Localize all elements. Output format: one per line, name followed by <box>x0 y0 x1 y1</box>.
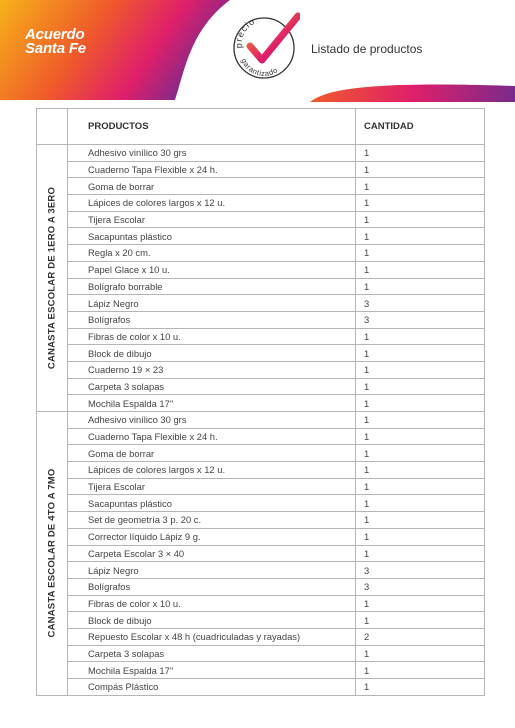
page-title: Listado de productos <box>311 42 423 56</box>
table-row <box>37 361 485 378</box>
table-row <box>37 161 485 178</box>
quantity-cell: 1 <box>356 445 485 462</box>
table-row <box>37 311 485 328</box>
table-row <box>37 612 485 629</box>
quantity-cell: 1 <box>356 412 485 429</box>
product-cell: Mochila Espalda 17'' <box>68 662 356 679</box>
quantity-cell: 2 <box>356 628 485 645</box>
product-cell: Bolígrafos <box>68 311 356 328</box>
product-cell: Cuaderno 19 × 23 <box>68 361 356 378</box>
product-cell: Repuesto Escolar x 48 h (cuadriculadas y rayadas) <box>68 628 356 645</box>
table-row <box>37 562 485 579</box>
table-row <box>37 228 485 245</box>
table-row <box>37 345 485 362</box>
table-row <box>37 445 485 462</box>
table-row <box>37 495 485 512</box>
product-cell: Block de dibujo <box>68 612 356 629</box>
group-header-cell <box>37 109 68 145</box>
quantity-cell: 1 <box>356 428 485 445</box>
group-label-cell <box>37 412 68 696</box>
table-row <box>37 595 485 612</box>
quantity-cell: 3 <box>356 578 485 595</box>
product-cell: Regla x 20 cm. <box>68 245 356 262</box>
group-label-cell <box>37 145 68 412</box>
table-row <box>37 378 485 395</box>
table-row <box>37 261 485 278</box>
table-row <box>37 245 485 262</box>
quantity-cell: 1 <box>356 378 485 395</box>
product-cell: Lápices de colores largos x 12 u. <box>68 195 356 212</box>
quantity-cell: 1 <box>356 195 485 212</box>
quantity-cell: 1 <box>356 145 485 162</box>
quantity-cell: 1 <box>356 228 485 245</box>
product-cell: Carpeta 3 solapas <box>68 645 356 662</box>
quantity-cell: 1 <box>356 662 485 679</box>
logo-line-1: Acuerdo <box>25 26 85 43</box>
quantity-cell: 3 <box>356 311 485 328</box>
quantity-cell: 1 <box>356 528 485 545</box>
logo-line-2: Santa Fe <box>25 40 86 57</box>
product-cell: Adhesivo vinílico 30 grs <box>68 145 356 162</box>
product-cell: Sacapuntas plástico <box>68 228 356 245</box>
product-cell: Bolígrafos <box>68 578 356 595</box>
product-cell: Fibras de color x 10 u. <box>68 328 356 345</box>
product-cell: Compás Plástico <box>68 679 356 696</box>
seal-bottom-text: garantizado <box>239 56 280 79</box>
seal-top-text: precio <box>233 16 257 49</box>
quantity-cell: 1 <box>356 361 485 378</box>
quantity-cell: 1 <box>356 595 485 612</box>
quantity-cell: 1 <box>356 261 485 278</box>
table-row <box>37 512 485 529</box>
quantity-cell: 1 <box>356 495 485 512</box>
table-row <box>37 645 485 662</box>
quantity-cell: 1 <box>356 328 485 345</box>
product-cell: Cuaderno Tapa Flexible x 24 h. <box>68 428 356 445</box>
quantity-cell: 1 <box>356 211 485 228</box>
quantity-cell: 1 <box>356 278 485 295</box>
product-cell: Corrector líquido Lápiz 9 g. <box>68 528 356 545</box>
quantity-cell: 1 <box>356 245 485 262</box>
table-row <box>37 295 485 312</box>
table-row <box>37 278 485 295</box>
quantity-cell: 1 <box>356 512 485 529</box>
product-cell: Goma de borrar <box>68 178 356 195</box>
brand-logo <box>25 28 86 56</box>
quantity-cell: 1 <box>356 462 485 479</box>
product-cell: Tijera Escolar <box>68 211 356 228</box>
product-cell: Papel Glace x 10 u. <box>68 261 356 278</box>
product-cell: Cuaderno Tapa Flexible x 24 h. <box>68 161 356 178</box>
product-cell: Fibras de color x 10 u. <box>68 595 356 612</box>
product-cell: Bolígrafo borrable <box>68 278 356 295</box>
product-cell: Mochila Espalda 17'' <box>68 395 356 412</box>
table-body <box>37 145 485 696</box>
product-cell: Tijera Escolar <box>68 478 356 495</box>
products-table <box>36 108 485 696</box>
table-row <box>37 195 485 212</box>
table-row <box>37 679 485 696</box>
quantity-column-header: CANTIDAD <box>356 109 485 145</box>
table-row <box>37 428 485 445</box>
table-row <box>37 528 485 545</box>
quantity-cell: 1 <box>356 679 485 696</box>
precio-garantizado-seal-icon <box>228 10 300 82</box>
table-row <box>37 578 485 595</box>
table-row <box>37 328 485 345</box>
quantity-cell: 3 <box>356 295 485 312</box>
quantity-cell: 3 <box>356 562 485 579</box>
quantity-cell: 1 <box>356 612 485 629</box>
product-cell: Carpeta Escolar 3 × 40 <box>68 545 356 562</box>
quantity-cell: 1 <box>356 178 485 195</box>
page-header <box>0 0 515 100</box>
product-cell: Adhesivo vinílico 30 grs <box>68 412 356 429</box>
table-row <box>37 412 485 429</box>
decorative-swoosh <box>300 80 515 102</box>
quantity-cell: 1 <box>356 395 485 412</box>
product-cell: Goma de borrar <box>68 445 356 462</box>
quantity-cell: 1 <box>356 161 485 178</box>
quantity-cell: 1 <box>356 345 485 362</box>
quantity-cell: 1 <box>356 478 485 495</box>
table-row <box>37 462 485 479</box>
table-header-row <box>37 109 485 145</box>
product-cell: Lápiz Negro <box>68 295 356 312</box>
group-label: CANASTA ESCOLAR DE 1ERO A 3ERO <box>46 186 58 370</box>
table-row <box>37 478 485 495</box>
table-row <box>37 145 485 162</box>
table-row <box>37 545 485 562</box>
product-cell: Block de dibujo <box>68 345 356 362</box>
group-label: CANASTA ESCOLAR DE 4TO A 7MO <box>46 468 58 638</box>
table-row <box>37 395 485 412</box>
table-row <box>37 628 485 645</box>
product-cell: Lápiz Negro <box>68 562 356 579</box>
product-cell: Carpeta 3 solapas <box>68 378 356 395</box>
product-cell: Set de geometría 3 p. 20 c. <box>68 512 356 529</box>
table-row <box>37 211 485 228</box>
product-cell: Lápices de colores largos x 12 u. <box>68 462 356 479</box>
table-row <box>37 178 485 195</box>
products-column-header: PRODUCTOS <box>68 109 356 145</box>
table-row <box>37 662 485 679</box>
product-cell: Sacapuntas plástico <box>68 495 356 512</box>
quantity-cell: 1 <box>356 545 485 562</box>
quantity-cell: 1 <box>356 645 485 662</box>
